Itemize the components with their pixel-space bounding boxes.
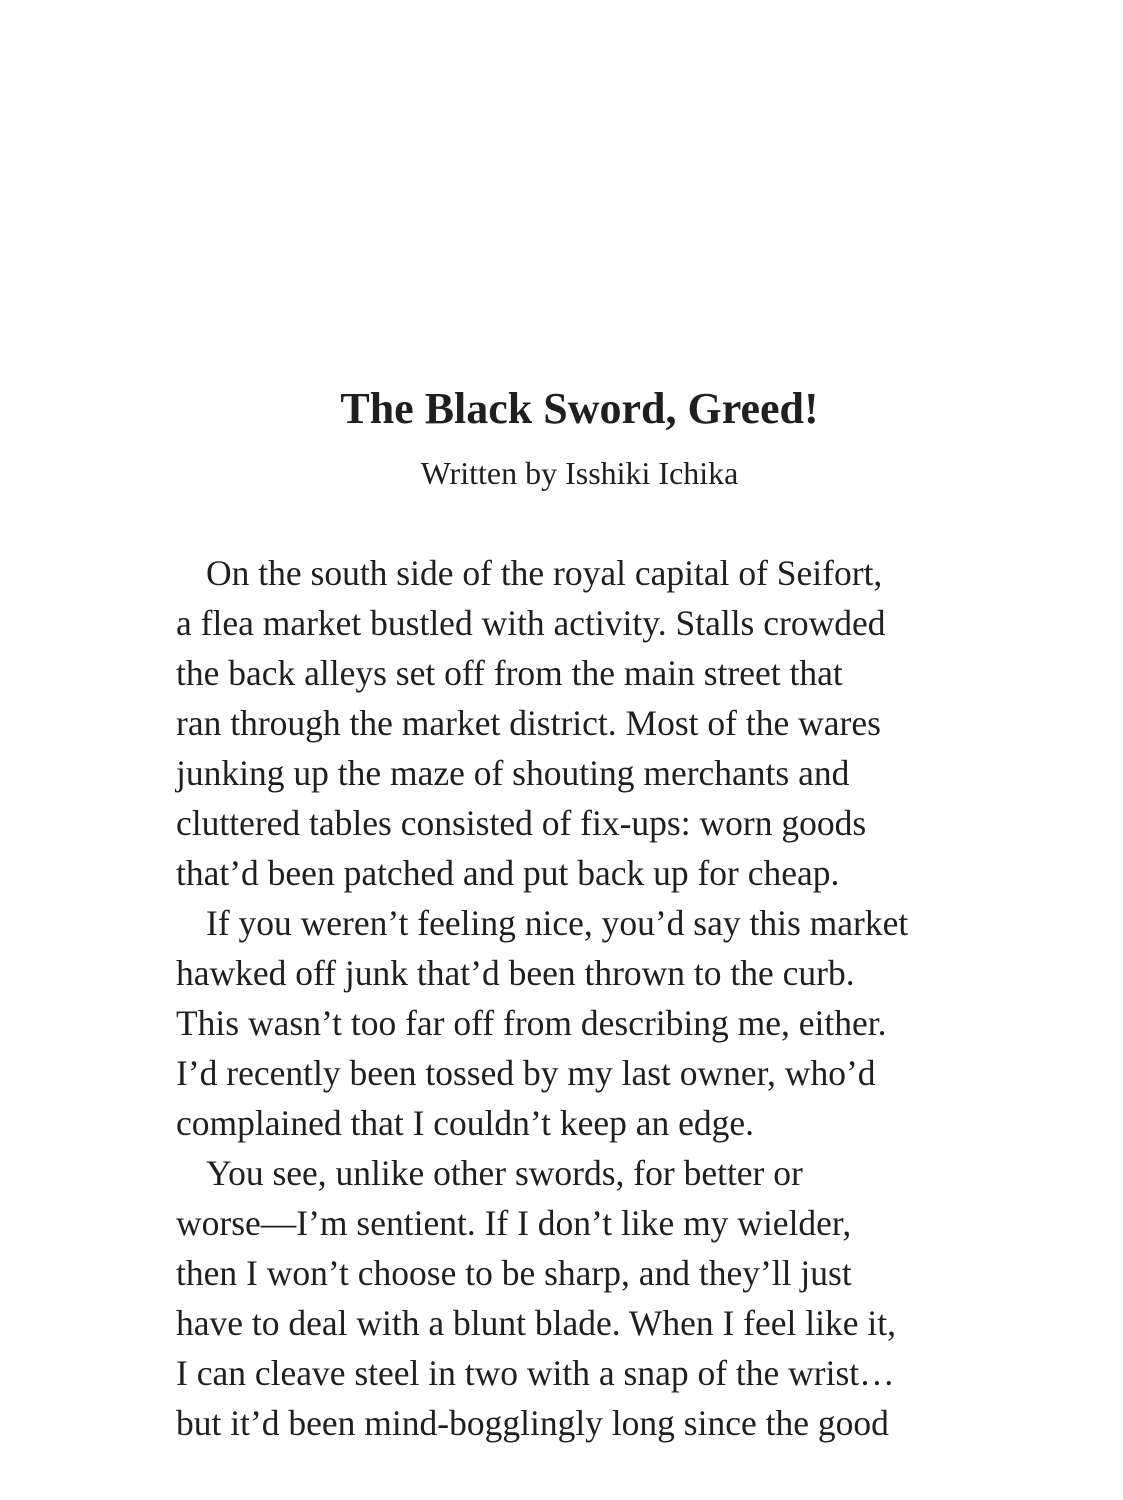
paragraph-1-line-1: On the south side of the royal capital of Seifort, (206, 553, 883, 593)
paragraph-2-line-3: This wasn’t too far off from describing me, either. (176, 1003, 887, 1043)
paragraph-3-line-6: but it’d been mind-bogglingly long since the good (176, 1403, 889, 1443)
paragraph-2-line-2: hawked off junk that’d been thrown to the curb. (176, 953, 855, 993)
paragraph-2-line-1: If you weren’t feeling nice, you’d say this market (206, 903, 909, 943)
paragraph-1-line-3: the back alleys set off from the main street that (176, 653, 843, 693)
author-byline: Written by Isshiki Ichika (420, 455, 739, 491)
paragraph-3-line-1: You see, unlike other swords, for better or (206, 1153, 803, 1193)
paragraph-1-line-5: junking up the maze of shouting merchants and (176, 753, 850, 793)
paragraph-3-line-4: have to deal with a blunt blade. When I feel like it, (176, 1303, 896, 1343)
paragraph-3-line-3: then I won’t choose to be sharp, and they’ll just (176, 1253, 852, 1293)
chapter-title: The Black Sword, Greed! (340, 384, 819, 433)
paragraph-2-line-5: complained that I couldn’t keep an edge. (176, 1103, 754, 1143)
story-body (176, 548, 1006, 1448)
paragraph-1-line-4: ran through the market district. Most of the wares (176, 703, 881, 743)
paragraph-1-line-2: a flea market bustled with activity. Stalls crowded (176, 603, 886, 643)
paragraph-2-line-4: I’d recently been tossed by my last owner, who’d (176, 1053, 876, 1093)
paragraph-3-line-2: worse—I’m sentient. If I don’t like my wielder, (176, 1203, 852, 1243)
paragraph-1-line-7: that’d been patched and put back up for cheap. (176, 853, 840, 893)
paragraph-1-line-6: cluttered tables consisted of fix-ups: worn goods (176, 803, 867, 843)
paragraph-3-line-5: I can cleave steel in two with a snap of the wrist… (176, 1353, 895, 1393)
